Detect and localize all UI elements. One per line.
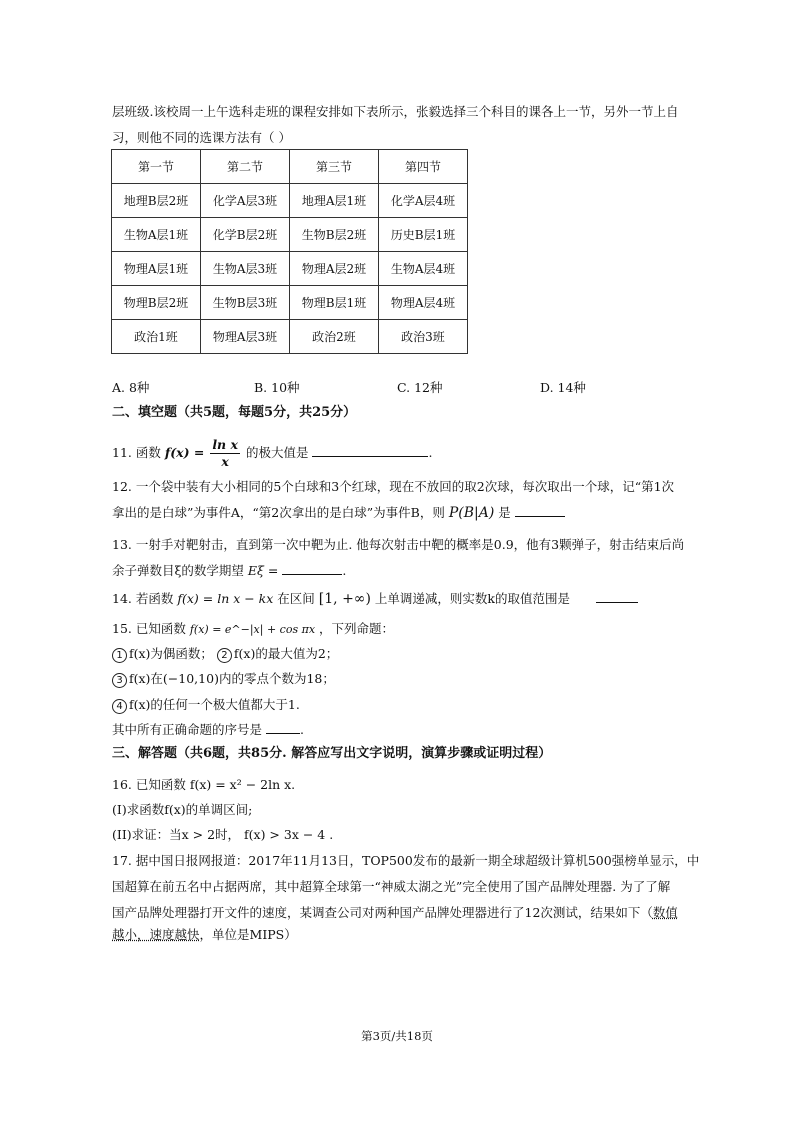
option-b: B. 10种 bbox=[254, 380, 300, 395]
table-cell: 地理A层1班 bbox=[290, 184, 379, 218]
question-17-line-2: 国超算在前五名中占据两席，其中超算全球第一“神威太湖之光”完全使用了国产品牌处理器. 为了了解 bbox=[112, 879, 671, 894]
table-cell: 物理A层2班 bbox=[290, 252, 379, 286]
q15-item-1-number: 1 bbox=[112, 648, 127, 663]
table-header-cell: 第四节 bbox=[379, 150, 468, 184]
table-header-cell: 第一节 bbox=[112, 150, 201, 184]
question-17-line-1: 17. 据中国日报网报道：2017年11月13日，TOP500发布的最新一期全球超级计算机500强榜单显示，中 bbox=[112, 853, 700, 868]
q11-numerator: ln x bbox=[212, 437, 238, 452]
table-cell: 生物A层3班 bbox=[201, 252, 290, 286]
q14-text-a: 14. 若函数 bbox=[112, 591, 174, 606]
q15-stem-b: ，下列命题： bbox=[319, 621, 395, 636]
q11-suffix: 的极大值是 bbox=[245, 445, 309, 460]
table-row bbox=[112, 320, 468, 354]
q11-denominator: x bbox=[221, 454, 229, 469]
q13-text: 余子弹数目ξ的数学期望 bbox=[112, 563, 244, 578]
question-12-line-1: 12. 一个袋中装有大小相同的5个白球和3个红球，现在不放回的取2次球，每次取出一个球，记“第1次 bbox=[112, 479, 675, 494]
page-number-footer: 第3页/共18页 bbox=[361, 1029, 433, 1043]
q15-items-row-1 bbox=[112, 645, 338, 663]
q12-answer-blank bbox=[515, 504, 565, 517]
q14-function: f(x) = ln x − kx bbox=[177, 591, 274, 606]
option-c: C. 12种 bbox=[397, 380, 443, 395]
table-cell: 地理B层2班 bbox=[112, 184, 201, 218]
table-cell: 物理A层3班 bbox=[201, 320, 290, 354]
q15-item-4-text: f(x)的任何一个极大值都大于1. bbox=[129, 697, 300, 712]
q11-prefix: 11. 函数 bbox=[112, 445, 161, 460]
table-row bbox=[112, 218, 468, 252]
question-16-stem: 16. 已知函数 f(x) = x² − 2ln x. bbox=[112, 777, 296, 792]
q15-items-row-3 bbox=[112, 696, 300, 714]
table-cell: 物理A层1班 bbox=[112, 252, 201, 286]
question-17-line-3 bbox=[112, 904, 678, 922]
q15-ask: 其中所有正确命题的序号是 . bbox=[112, 722, 304, 737]
table-row bbox=[112, 286, 468, 320]
question-16-part-1: (I)求函数f(x)的单调区间; bbox=[112, 802, 253, 817]
q11-fraction bbox=[210, 437, 240, 470]
q15-stem-a: 15. 已知函数 bbox=[112, 621, 186, 636]
question-12-line-2 bbox=[112, 504, 565, 522]
table-header-cell: 第三节 bbox=[290, 150, 379, 184]
q15-function: f(x) = e^−|x| + cos πx bbox=[189, 623, 316, 636]
q12-text: 拿出的是白球”为事件A，“第2次拿出的是白球”为事件B，则 bbox=[112, 505, 445, 520]
q17-line-3-text: 国产品牌处理器打开文件的速度，某调查公司对两种国产品牌处理器进行了12次测试，结果如下（ bbox=[112, 905, 653, 920]
q15-item-3-number: 3 bbox=[112, 673, 127, 688]
table-cell: 历史B层1班 bbox=[379, 218, 468, 252]
q12-probability: P(B|A) bbox=[448, 505, 495, 521]
q12-suffix: 是 bbox=[498, 505, 511, 520]
q13-answer-blank bbox=[282, 562, 342, 575]
question-14 bbox=[112, 590, 638, 608]
table-cell: 生物B层3班 bbox=[201, 286, 290, 320]
q15-item-1-text: f(x)为偶函数； bbox=[129, 646, 213, 661]
q11-function: f(x) = bbox=[164, 445, 205, 460]
table-cell: 物理B层2班 bbox=[112, 286, 201, 320]
q14-answer-blank bbox=[596, 590, 638, 603]
table-row bbox=[112, 184, 468, 218]
table-header-cell: 第二节 bbox=[201, 150, 290, 184]
table-cell: 化学B层2班 bbox=[201, 218, 290, 252]
intro-line-2: 习，则他不同的选课方法有（ ） bbox=[112, 130, 291, 145]
table-cell: 生物B层2班 bbox=[290, 218, 379, 252]
q15-item-4-number: 4 bbox=[112, 699, 127, 714]
q13-expectation: Eξ = bbox=[247, 563, 279, 578]
q14-text-b: 在区间 bbox=[277, 591, 315, 606]
q14-text-c: 上单调递减，则实数k的取值范围是 bbox=[374, 591, 570, 606]
q15-items-row-2 bbox=[112, 670, 335, 688]
question-17-line-4 bbox=[112, 926, 297, 944]
table-cell: 物理A层4班 bbox=[379, 286, 468, 320]
q17-emphasis-1: 数值 bbox=[652, 905, 678, 920]
option-a: A. 8种 bbox=[112, 380, 150, 395]
q17-line-4-text: ，单位是MIPS） bbox=[199, 927, 297, 942]
table-cell: 化学A层3班 bbox=[201, 184, 290, 218]
table-header-row bbox=[112, 150, 468, 184]
q15-item-2-number: 2 bbox=[217, 648, 232, 663]
q15-item-3-text: f(x)在(−10,10)内的零点个数为18； bbox=[129, 671, 335, 686]
q15-ask-text: 其中所有正确命题的序号是 bbox=[112, 722, 263, 737]
q15-item-2-text: f(x)的最大值为2； bbox=[233, 646, 339, 661]
question-13-line-2: 余子弹数目ξ的数学期望 Eξ = . bbox=[112, 563, 347, 578]
question-11: 11. 函数 f(x) = $\frac{\text{ln x}}{x}$ 的极大值是 . bbox=[112, 437, 433, 469]
table-cell: 政治3班 bbox=[379, 320, 468, 354]
intro-line-1: 层班级.该校周一上午选科走班的课程安排如下表所示，张毅选择三个科目的课各上一节，另外一节上自 bbox=[112, 104, 679, 119]
question-13-line-1: 13. 一射手对靶射击，直到第一次中靶为止. 他每次射击中靶的概率是0.9，他有3颗弹子，射击结束后尚 bbox=[112, 537, 685, 552]
table-cell: 物理B层1班 bbox=[290, 286, 379, 320]
q11-answer-blank bbox=[312, 444, 428, 457]
table-cell: 政治1班 bbox=[112, 320, 201, 354]
q17-emphasis-2: 越小，速度越快 bbox=[112, 927, 200, 942]
q15-answer-blank bbox=[266, 721, 300, 734]
section-2-heading: 二、填空题（共5题，每题5分，共25分） bbox=[112, 405, 357, 420]
question-16-part-2: (II)求证：当x > 2时， f(x) > 3x − 4 . bbox=[112, 827, 334, 842]
q14-interval: [1, +∞) bbox=[318, 591, 371, 607]
question-15-stem bbox=[112, 620, 394, 639]
table-cell: 化学A层4班 bbox=[379, 184, 468, 218]
option-d: D. 14种 bbox=[540, 380, 586, 395]
table-cell: 政治2班 bbox=[290, 320, 379, 354]
table-row bbox=[112, 252, 468, 286]
table-cell: 生物A层4班 bbox=[379, 252, 468, 286]
section-3-heading: 三、解答题（共6题，共85分. 解答应写出文字说明，演算步骤或证明过程） bbox=[112, 746, 552, 761]
table-cell: 生物A层1班 bbox=[112, 218, 201, 252]
schedule-table bbox=[111, 149, 468, 354]
